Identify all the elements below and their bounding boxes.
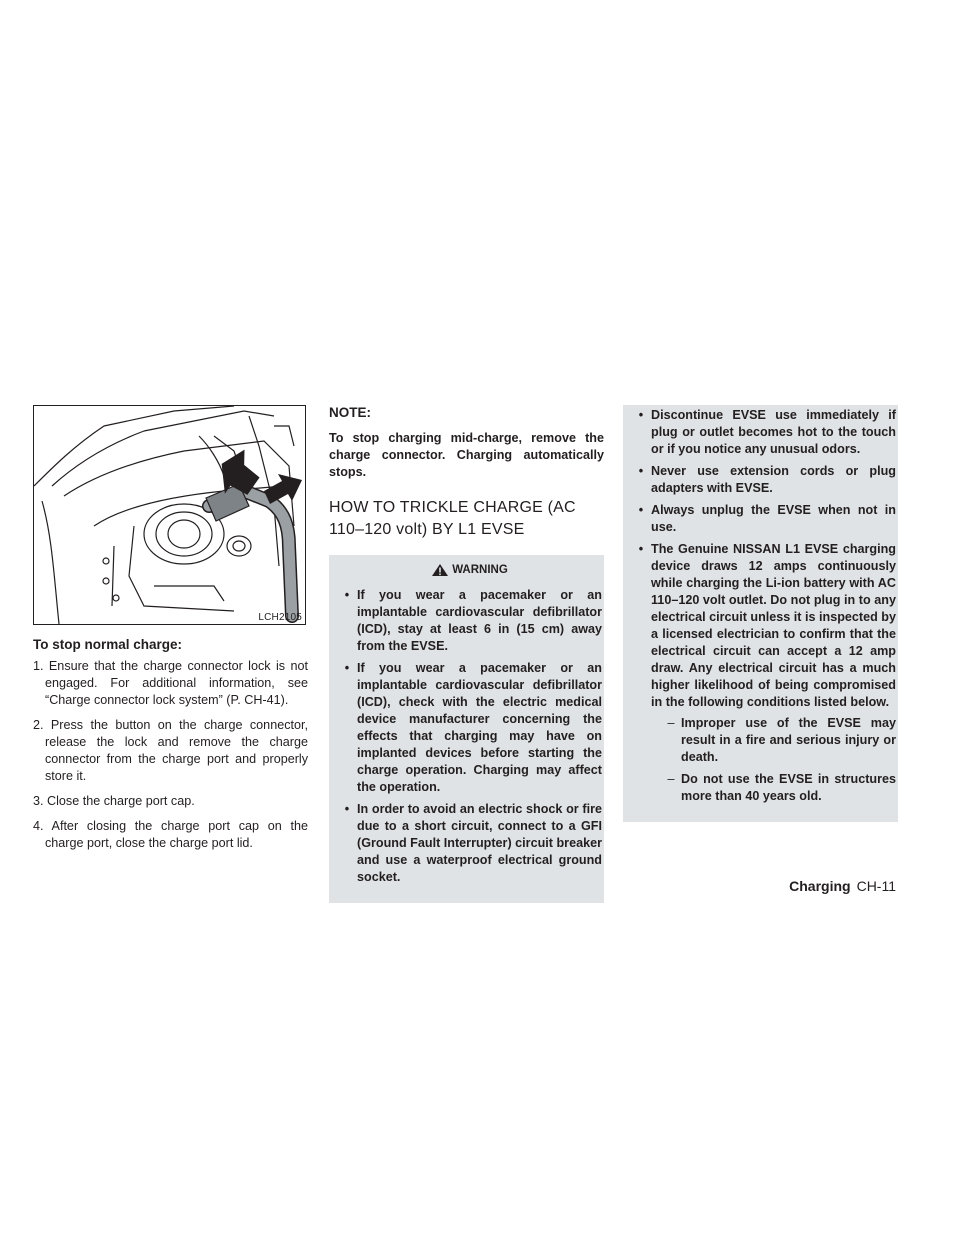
step-item: 3. Close the charge port cap. bbox=[33, 794, 195, 808]
warning-item bbox=[631, 407, 896, 458]
warning-item bbox=[337, 587, 602, 655]
warning-item-text: The Genuine NISSAN L1 EVSE charging device draws 12 amps continuously while charging the Li-ion battery with AC 110–120 volt outlet. Do not plug in to any electrical circuit unless it is inspected by a licensed electrician to confirm that the electrical circuit can accept a 12 amp draw. Any electrical circuit has a much higher likelihood of being compromised in the following conditions listed below. bbox=[651, 542, 896, 709]
warning-box-continued bbox=[623, 405, 898, 822]
warning-item-text: If you wear a pacemaker or an implantable cardiovascular defibrillator (ICD), check with the electric medical device manufacturer concerning the effects that charging may have on implanted devices before starting the charge operation. Charging may affect the operation. bbox=[357, 661, 602, 794]
step-item: 4. After closing the charge port cap on the charge port, close the charge port lid. bbox=[33, 819, 308, 850]
bullet: • bbox=[638, 503, 644, 517]
stop-normal-charge-heading: To stop normal charge: bbox=[33, 637, 183, 652]
warning-item-text: Always unplug the EVSE when not in use. bbox=[651, 503, 896, 534]
warning-item bbox=[337, 660, 602, 796]
warning-label: WARNING bbox=[452, 564, 508, 576]
warning-subitem-text: Do not use the EVSE in structures more than 40 years old. bbox=[681, 772, 896, 803]
right-column bbox=[623, 405, 898, 822]
warning-title bbox=[337, 563, 602, 577]
bullet: • bbox=[344, 661, 350, 675]
warning-list bbox=[337, 587, 602, 886]
step-item: 2. Press the button on the charge connector, release the lock and remove the charge connector from the charge port and properly store it. bbox=[33, 718, 308, 783]
bullet: • bbox=[344, 802, 350, 816]
note-text: To stop charging mid-charge, remove the charge connector. Charging automatically stops. bbox=[329, 431, 604, 479]
figure-code: LCH2105 bbox=[258, 612, 302, 623]
bullet: • bbox=[638, 408, 644, 422]
bullet: • bbox=[638, 464, 644, 478]
step-item: 1. Ensure that the charge connector lock is not engaged. For additional information, see “Charge connector lock system” (P. CH-41). bbox=[33, 659, 308, 707]
left-column bbox=[33, 405, 308, 860]
warning-box bbox=[329, 555, 604, 903]
warning-item-text: In order to avoid an electric shock or fire due to a short circuit, connect to a GFI (Ground Fault Interrupter) circuit breaker and use a waterproof electrical ground socket. bbox=[357, 802, 602, 884]
warning-item-text: If you wear a pacemaker or an implantable cardiovascular defibrillator (ICD), stay at least 6 in (15 cm) away from the EVSE. bbox=[357, 588, 602, 653]
charge-port-drawing bbox=[34, 406, 305, 624]
warning-sublist bbox=[651, 715, 896, 805]
page-footer bbox=[789, 878, 896, 894]
trickle-charge-heading: HOW TO TRICKLE CHARGE (AC 110–120 volt) BY L1 EVSE bbox=[329, 499, 576, 538]
warning-item-text: Discontinue EVSE use immediately if plug or outlet becomes hot to the touch or if you notice any unusual odors. bbox=[651, 408, 896, 456]
bullet: • bbox=[638, 542, 644, 556]
dash: – bbox=[667, 772, 675, 786]
dash: – bbox=[667, 716, 675, 730]
warning-subitem bbox=[651, 715, 896, 766]
warning-item bbox=[631, 541, 896, 805]
warning-subitem bbox=[651, 771, 896, 805]
stop-charge-steps bbox=[33, 658, 308, 852]
warning-item bbox=[337, 801, 602, 886]
warning-subitem-text: Improper use of the EVSE may result in a fire and serious injury or death. bbox=[681, 716, 896, 764]
bullet: • bbox=[344, 588, 350, 602]
page-number: CH-11 bbox=[856, 878, 896, 894]
warning-item bbox=[631, 502, 896, 536]
charge-port-illustration bbox=[33, 405, 306, 625]
footer-section: Charging bbox=[789, 878, 851, 894]
warning-list-continued bbox=[631, 407, 896, 805]
warning-item bbox=[631, 463, 896, 497]
warning-triangle-icon bbox=[431, 563, 449, 577]
note-heading: NOTE: bbox=[329, 405, 371, 420]
warning-item-text: Never use extension cords or plug adapters with EVSE. bbox=[651, 464, 896, 495]
middle-column bbox=[329, 405, 604, 903]
